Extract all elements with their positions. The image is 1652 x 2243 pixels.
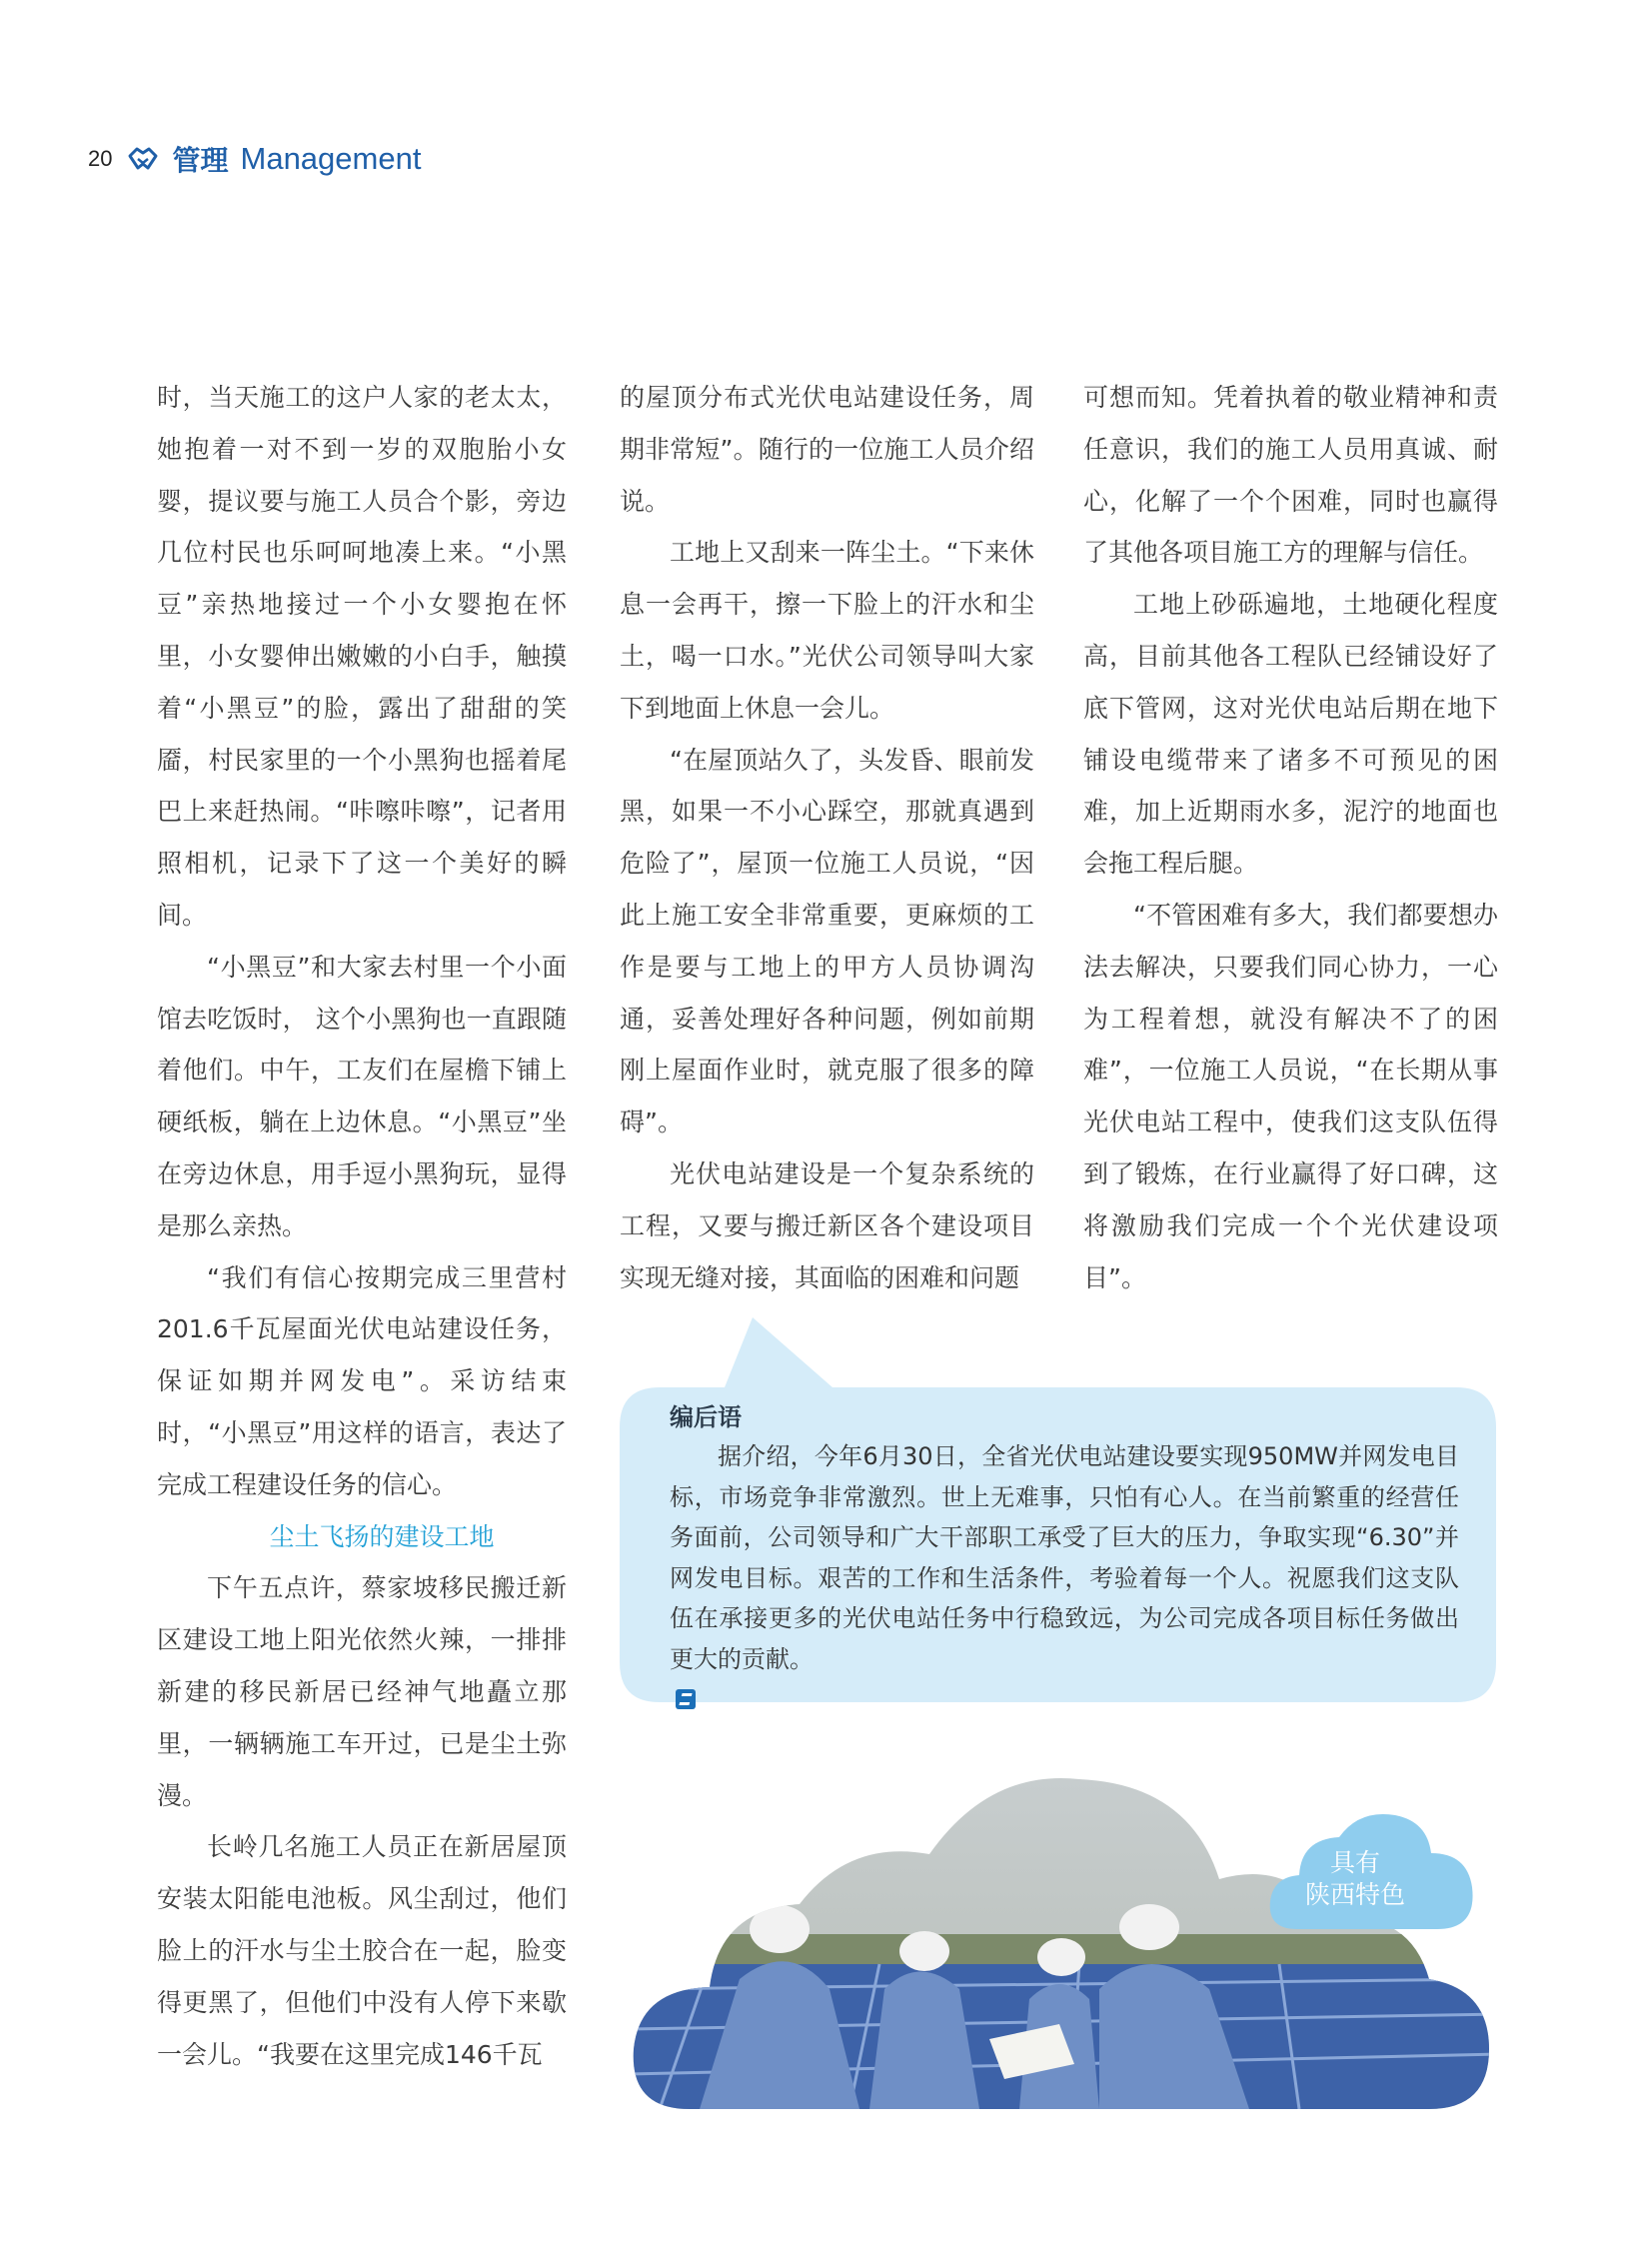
paragraph: “不管困难有多大，我们都要想办法去解决，只要我们同心协力，一心为工程着想，就没有解决不了的困难”，一位施工人员说，“在长期从事光伏电站工程中，使我们这支队伍得到了锻炼，在行业赢得了好口碑，这将激励我们完成一个个光伏建设项目”。 — [1083, 900, 1498, 1292]
page-header — [88, 138, 421, 180]
page-number: 20 — [88, 146, 113, 171]
cloud-badge-text — [1267, 1847, 1443, 1911]
badge-line: 陕西特色 — [1304, 1880, 1405, 1909]
paragraph: 工地上又刮来一阵尘土。“下来休息一会再干，擦一下脸上的汗水和尘土，喝一口水。”光伏公司领导叫大家下到地面上休息一会儿。 — [620, 538, 1034, 723]
editor-note-box — [620, 1317, 1496, 1702]
paragraph: 长岭几名施工人员正在新居屋顶安装太阳能电池板。风尘刮过，他们脸上的汗水与尘土胶合在一起，脸变得更黑了，但他们中没有人停下来歇一会儿。“我要在这里完成146千瓦 — [157, 1832, 567, 2069]
paragraph: “我们有信心按期完成三里营村201.6千瓦屋面光伏电站建设任务，保证如期并网发电”。采访结束时，“小黑豆”用这样的语言，表达了完成工程建设任务的信心。 — [157, 1262, 567, 1499]
editor-note-title: 编后语 — [670, 1403, 742, 1431]
paragraph: 可想而知。凭着执着的敬业精神和责任意识，我们的施工人员用真诚、耐心，化解了一个个困难，同时也赢得了其他各项目施工方的理解与信任。 — [1083, 383, 1498, 568]
editor-note-text: 据介绍，今年6月30日，全省光伏电站建设要实现950MW并网发电目标，市场竞争非常激烈。世上无难事，只怕有心人。在当前繁重的经营任务面前，公司领导和广大干部职工承受了巨大的压力，争取实现“6.30”并网发电目标。艰苦的工作和生活条件，考验着每一个人。祝愿我们这支队伍在承接更多的光伏电站任务中行稳致远，为公司完成各项目标任务做出更大的贡献。 — [670, 1442, 1459, 1673]
paragraph: “在屋顶站久了，头发昏、眼前发黑，如果一不小心踩空，那就真遇到危险了”，屋顶一位施工人员说，“因此上施工安全非常重要，更麻烦的工作是要与工地上的甲方人员协调沟通，妥善处理好各种问题，例如前期刚上屋面作业时，就克服了很多的障碍”。 — [620, 745, 1034, 1137]
badge-line: 具有 — [1329, 1848, 1380, 1877]
section-title-en: Management — [240, 141, 422, 176]
editor-note-body — [670, 1436, 1459, 1720]
paragraph: 下午五点许，蔡家坡移民搬迁新区建设工地上阳光依然火辣，一排排新建的移民新居已经神气地矗立那里，一辆辆施工车开过，已是尘土弥漫。 — [157, 1573, 567, 1810]
paragraph: 光伏电站建设是一个复杂系统的工程，又要与搬迁新区各个建设项目实现无缝对接，其面临的困难和问题 — [620, 1158, 1034, 1292]
text-column-2 — [620, 372, 1034, 1303]
text-column-3 — [1083, 372, 1498, 1303]
end-mark-icon — [676, 1689, 696, 1709]
text-column-1 — [157, 372, 567, 2080]
section-subheading: 尘土飞扬的建设工地 — [269, 1521, 495, 1551]
section-title-cn: 管理 — [172, 144, 229, 177]
paragraph: “小黑豆”和大家去村里一个小面馆去吃饭时， 这个小黑狗也一直跟随着他们。中午，工友们在屋檐下铺上硬纸板，躺在上边休息。“小黑豆”坐在旁边休息，用手逗小黑狗玩，显得是那么亲热。 — [157, 952, 567, 1240]
paragraph: 的屋顶分布式光伏电站建设任务，周期非常短”。随行的一位施工人员介绍说。 — [620, 383, 1034, 516]
paragraph: 时，当天施工的这户人家的老太太，她抱着一对不到一岁的双胞胎小女婴，提议要与施工人员合个影，旁边几位村民也乐呵呵地凑上来。“小黑豆”亲热地接过一个小女婴抱在怀里，小女婴伸出嫩嫩的小白手，触摸着“小黑豆”的脸，露出了甜甜的笑靥，村民家里的一个小黑狗也摇着尾巴上来赶热闹。“咔嚓咔嚓”，记者用照相机，记录下了这一个美好的瞬间。 — [157, 383, 567, 930]
handshake-icon — [126, 142, 160, 176]
paragraph: 工地上砂砾遍地，土地硬化程度高，目前其他各工程队已经铺设好了底下管网，这对光伏电站后期在地下铺设电缆带来了诸多不可预见的困难，加上近期雨水多，泥泞的地面也会拖工程后腿。 — [1083, 590, 1498, 879]
